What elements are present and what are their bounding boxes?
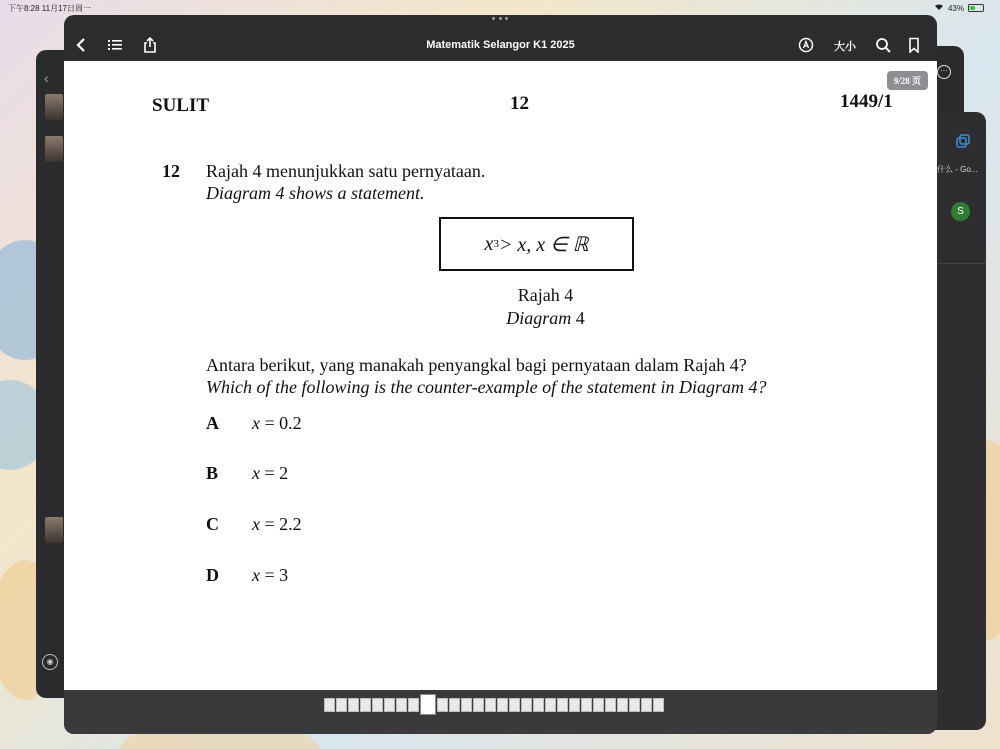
option-op: = xyxy=(260,565,280,585)
option-letter: C xyxy=(206,514,219,534)
avatar[interactable] xyxy=(45,517,63,543)
option-value: 3 xyxy=(279,565,289,585)
page-thumbnail-current[interactable] xyxy=(420,694,436,715)
page-thumbnail[interactable] xyxy=(569,698,580,712)
option-value: 0.2 xyxy=(279,413,302,433)
avatar[interactable] xyxy=(45,136,63,162)
chevron-left-icon[interactable]: ‹ xyxy=(44,70,49,86)
page-thumbnail[interactable] xyxy=(485,698,496,712)
thumbnail-strip xyxy=(64,690,937,734)
copy-icon[interactable] xyxy=(956,134,970,148)
option-letter: D xyxy=(206,565,219,585)
search-icon[interactable] xyxy=(875,37,891,53)
side-tab-title[interactable]: 什么 - Go... xyxy=(937,165,978,174)
option-op: = xyxy=(260,463,280,483)
prompt-english: Which of the following is the counter-example of the statement in Diagram 4? xyxy=(206,377,767,397)
diagram-caption-malay: Rajah 4 xyxy=(517,285,574,305)
header-page-number: 12 xyxy=(510,93,529,114)
wifi-icon xyxy=(934,3,944,13)
question-text-english: Diagram 4 shows a statement. xyxy=(206,183,425,203)
page-thumbnail[interactable] xyxy=(348,698,359,712)
statement-rest: > x, x ∈ ℝ xyxy=(498,233,589,256)
question-number: 12 xyxy=(162,161,180,181)
statement-exponent: 3 xyxy=(493,238,499,250)
battery-fill xyxy=(970,6,975,10)
page-thumbnail[interactable] xyxy=(593,698,604,712)
page-thumbnail[interactable] xyxy=(324,698,335,712)
page-thumbnail[interactable] xyxy=(605,698,616,712)
page-thumbnail[interactable] xyxy=(521,698,532,712)
option-value: 2 xyxy=(279,463,289,483)
caption-word: Diagram xyxy=(506,308,572,328)
page-thumbnail[interactable] xyxy=(533,698,544,712)
page-thumbnail[interactable] xyxy=(641,698,652,712)
battery-percent: 43% xyxy=(947,3,964,13)
pdf-page[interactable] xyxy=(64,61,937,690)
more-icon[interactable]: ··· xyxy=(937,65,951,79)
question-text-malay: Rajah 4 menunjukkan satu pernyataan. xyxy=(206,161,486,181)
page-thumbnail[interactable] xyxy=(581,698,592,712)
option-var: x xyxy=(252,463,260,483)
status-time: 下午8:28 11月17日周一 xyxy=(8,4,91,13)
page-thumbnail[interactable] xyxy=(336,698,347,712)
status-right xyxy=(934,3,984,13)
option-a xyxy=(206,413,302,434)
option-d xyxy=(206,565,288,586)
page-thumbnail[interactable] xyxy=(653,698,664,712)
page-thumbnail[interactable] xyxy=(360,698,371,712)
page-thumbnail[interactable] xyxy=(461,698,472,712)
page-thumbnail[interactable] xyxy=(557,698,568,712)
pdf-viewer-window xyxy=(64,15,937,734)
option-var: x xyxy=(252,413,260,433)
avatar[interactable] xyxy=(45,94,63,120)
divider xyxy=(930,263,986,264)
page-thumbnail[interactable] xyxy=(545,698,556,712)
page-thumbnail[interactable] xyxy=(449,698,460,712)
statement-base: x xyxy=(484,232,494,255)
page-indicator: 9/28 页 xyxy=(887,71,928,90)
option-letter: A xyxy=(206,413,219,433)
bookmark-icon[interactable] xyxy=(906,37,922,53)
text-size-button[interactable]: 大小 xyxy=(834,41,856,53)
markup-icon[interactable] xyxy=(798,37,814,53)
option-value: 2.2 xyxy=(279,514,302,534)
header-paper-code: 1449/1 xyxy=(840,91,893,112)
page-thumbnail[interactable] xyxy=(617,698,628,712)
battery-icon xyxy=(968,4,984,12)
page-thumbnail[interactable] xyxy=(437,698,448,712)
status-bar xyxy=(0,0,1000,14)
page-thumbnail[interactable] xyxy=(396,698,407,712)
option-op: = xyxy=(260,514,280,534)
window-grabber[interactable] xyxy=(492,17,508,23)
account-avatar[interactable]: S xyxy=(951,202,970,221)
page-thumbnail[interactable] xyxy=(497,698,508,712)
option-c xyxy=(206,514,302,535)
option-b xyxy=(206,463,288,484)
option-var: x xyxy=(252,565,260,585)
option-letter: B xyxy=(206,463,219,483)
diagram-caption-english xyxy=(64,308,937,329)
page-thumbnail[interactable] xyxy=(384,698,395,712)
thumbnail-list xyxy=(324,698,664,715)
page-thumbnail[interactable] xyxy=(509,698,520,712)
caption-number: 4 xyxy=(575,308,585,328)
page-thumbnail[interactable] xyxy=(629,698,640,712)
page-thumbnail[interactable] xyxy=(372,698,383,712)
page-thumbnail[interactable] xyxy=(408,698,419,712)
statement-box xyxy=(439,217,634,271)
option-var: x xyxy=(252,514,260,534)
prompt-malay: Antara berikut, yang manakah penyangkal bagi pernyataan dalam Rajah 4? xyxy=(206,355,747,375)
page-thumbnail[interactable] xyxy=(473,698,484,712)
document-title: Matematik Selangor K1 2025 xyxy=(426,39,575,51)
option-op: = xyxy=(260,413,280,433)
audio-icon[interactable]: ◉ xyxy=(42,654,58,670)
toolbar xyxy=(64,27,937,61)
header-sulit: SULIT xyxy=(152,95,210,116)
